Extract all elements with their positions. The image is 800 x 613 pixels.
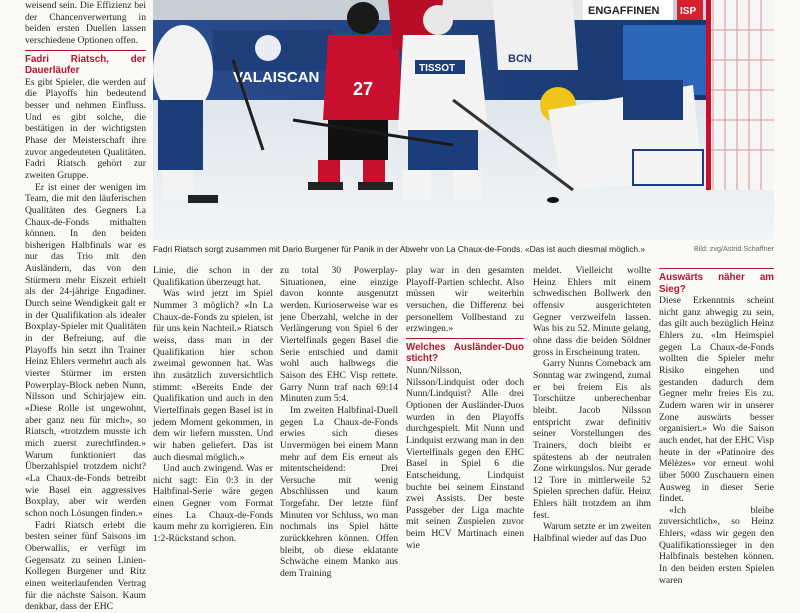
heading-rule xyxy=(406,338,524,339)
ad-banner-text: BCN xyxy=(508,53,532,65)
subheading-riatsch: Fadri Riatsch, der Dauerläufer xyxy=(25,53,146,77)
paragraph: play war in den gesamten Playoff-Partien schlecht. Also müssen wir weiterhin versuchen, die Differenz bei personellem Vollbestand zu erzwingen.» xyxy=(406,265,524,335)
paragraph: meldet. Vielleicht wollte Heinz Ehlers mit einem schwedischen Bollwerk den offensiv ausgerichteten Gegner verzweifeln lassen. Was bis zu 52. Minute gelang, ohne dass die beiden Söldner gross in Erscheinung traten. xyxy=(533,265,651,358)
article-column-5 xyxy=(533,265,651,545)
article-column-3 xyxy=(280,265,398,580)
paragraph: «Ich bleibe zuversichtlich», so Heinz Ehlers, «dass wir gegen den Qualifikationssieger in den Halbfinals bestehen können. In den beiden ersten Spielen waren xyxy=(659,504,774,586)
paragraph: Er ist einer der wenigen im Team, die mit den läuferischen Qualitäten des Gegners La Chaux-de-Fonds mithalten können. In den beiden bisherigen Halbfinals war es nur das Trio mit den Ausländern, das von den Stürmern mehr Eiszeit erhielt als der 24-jährige Engadiner. Durch seine Wendigkeit galt er in der Qualifikation als idealer Boxplay-Spieler mit Qualitäten in der Befreiung, auf die Playoffs hin setzt ihn Trainer Heinz Ehlers vermehrt auch als vierter Stürmer im ersten Powerplay-Block neben Nunn, Nilsson und Schirjajew ein. «Diese Rolle ist ungewohnt, aber ganz neu für mich», so Riatsch, «trotzdem musste ich mich zuerst zurechtfinden.» Warum funktioniert das Überzahlspiel trotzdem nicht? «La Chaux-de-Fonds betreibt wie Basel ein aggressives Boxplay, aber wir werden schon noch Lösungen finden.» xyxy=(25,181,146,519)
column-text: weisend sein. Die Effizienz bei der Chancenverwertung in beiden ersten Duellen lassen verschiedene Optionen offen. xyxy=(25,0,146,46)
paragraph: Linie, die schon in der Qualifikation überzeugt hat. xyxy=(153,265,273,288)
paragraph: Und auch zwingend. Was er nicht sagt: Ein 0:3 in der Halbfinal-Serie wäre gegen einen Gegner vom Format eines La Chaux-de-Fonds kaum mehr zu korrigieren. Ein 1:2-Rückstand schon. xyxy=(153,463,273,545)
subheading-auslaender: Welches Ausländer-Duo sticht? xyxy=(406,341,524,365)
ad-banner-text: TISSOT xyxy=(419,63,456,74)
jersey-number: 27 xyxy=(353,79,374,99)
heading-rule xyxy=(25,50,146,51)
subheading-auswaerts: Auswärts näher am Sieg? xyxy=(659,272,774,295)
paragraph: Es gibt Spieler, die werden auf die Playoffs hin bedeutend besser und nehmen Einfluss. Und es gibt solche, die bestätigen in der wichtigsten Phase der Meisterschaft ihre zuvor angedeuteten Qualitäten. Fadri Riatsch gehört zur zweiten Gruppe. xyxy=(25,76,146,181)
paragraph: Diese Erkenntnis scheint nicht ganz abwegig zu sein, das gilt auch bezüglich Heinz Ehlers zu. «Im Heimspiel gegen La Chaux-de-Fonds wollten die Spieler mehr Risiko eingehen und gestanden dadurch dem Gegner mehr freies Eis zu. Zudem waren wir in unserer Zone auswärts besser organisiert.» Wo die Saison auch endet, hat der EHC Visp heute in der «Patinoire des Mélèzes» vor erneut wohl über 5000 Zuschauern einen Ausweg in dieser Serie findet. xyxy=(659,295,774,505)
ad-banner-text: ENGAFFINEN xyxy=(588,5,660,17)
photo-caption xyxy=(153,243,774,255)
caption-text: Fadri Riatsch sorgt zusammen mit Dario Burgener für Panik in der Abwehr von La Chaux-de-Fonds. «Das ist auch diesmal möglich.» xyxy=(153,244,646,254)
heading-rule xyxy=(659,268,774,269)
paragraph: Warum setzte er im zweiten Halbfinal wieder auf das Duo xyxy=(533,521,651,545)
ad-banner-text: ISP xyxy=(680,6,697,17)
hockey-scene-illustration xyxy=(153,0,774,240)
paragraph: Garry Nunns Comeback am Sonntag war zwingend, zumal er bei freiem Eis als Torschütze unberechenbar bleibt. Jacob Nilsson entspricht zwar definitiv seiner Vorstellungen des Trainers, doch bleibt er spätestens ab der neutralen Zone wirkungslos. Nur gerade 12 Tore in mittlerweile 52 Spielen sprechen dafür. Heinz Ehlers hält trotzdem an ihm fest. xyxy=(533,358,651,521)
paragraph: Fadri Riatsch erlebt die besten seiner fünf Saisons im Oberwallis, er verfügt im Gegensatz zu seinen Linien-Kollegen Burgener und Ritz einen weiterlaufenden Vertrag für die nächste Saison. Kaum denkbar, dass der EHC xyxy=(25,519,146,613)
photo-credit: Bild: zvg/Astrid Schaffner xyxy=(693,244,774,253)
paragraph: Was wird jetzt im Spiel Nummer 3 möglich? «In La Chaux-de-Fonds zu spielen, ist für uns kein Nachteil.» Riatsch weiss, dass man in der Qualifikation hier schon zweimal gewonnen hat. Was ihn zusätzlich zuversichtlich stimmt: «Bereits Ende der Qualifikation und auch in den Viertelfinals gegen Basel ist in jedem Moment gekommen, in dem wir liefern mussten. Und wir haben geliefert. Das ist auch diesmal möglich.» xyxy=(153,288,273,463)
article-column-6 xyxy=(659,265,774,586)
article-column-1 xyxy=(25,0,146,613)
paragraph: Nunn/Nilsson, Nilsson/Lindquist oder doch Nunn/Lindquist? Alle drei Optionen der Ausländer-Duos wurden in den Playoffs durchgespielt. Mit Nunn und Lindquist erzwang man in den Viertelfinals gegen den EHC Basel in Spiel 6 die Entscheidung, Lindquist buchte bei seinem Einstand zwei Assists. Der beste Passgeber der Liga machte mit seinen Zuspielen zuvor beim HCV Martinach einen wie xyxy=(406,364,524,551)
article-column-4 xyxy=(406,265,524,551)
hockey-photo xyxy=(153,0,774,240)
paragraph: Im zweiten Halbfinal-Duell gegen La Chaux-de-Fonds erwies sich dieses Unvermögen bei einem Mann mehr auf dem Eis erneut als mitentscheidend: Drei Versuche mit wenig Abschlüssen und kaum Torgefahr. Der letzte fünf Minuten vor Schluss, wo man nochmals ins Spiel hätte zurückkehren können. Offen bleibt, ob diese eklatante Schwäche einem Manko aus dem Training xyxy=(280,404,398,580)
article-column-2 xyxy=(153,265,273,545)
ad-banner-text: VALAISCAN xyxy=(233,69,320,86)
paragraph: zu total 30 Powerplay-Situationen, eine einzige davon konnte ausgenutzt werden. Kurioserweise war es jene Überzahl, welche in der Verlängerung von Spiel 6 der Viertelfinals gegen Basel die Serie entschied und damit wohl auch halbwegs die Saison des EHC Visp rettete. Garry Nunn traf nach 69:14 Minuten zum 5:4. xyxy=(280,265,398,405)
